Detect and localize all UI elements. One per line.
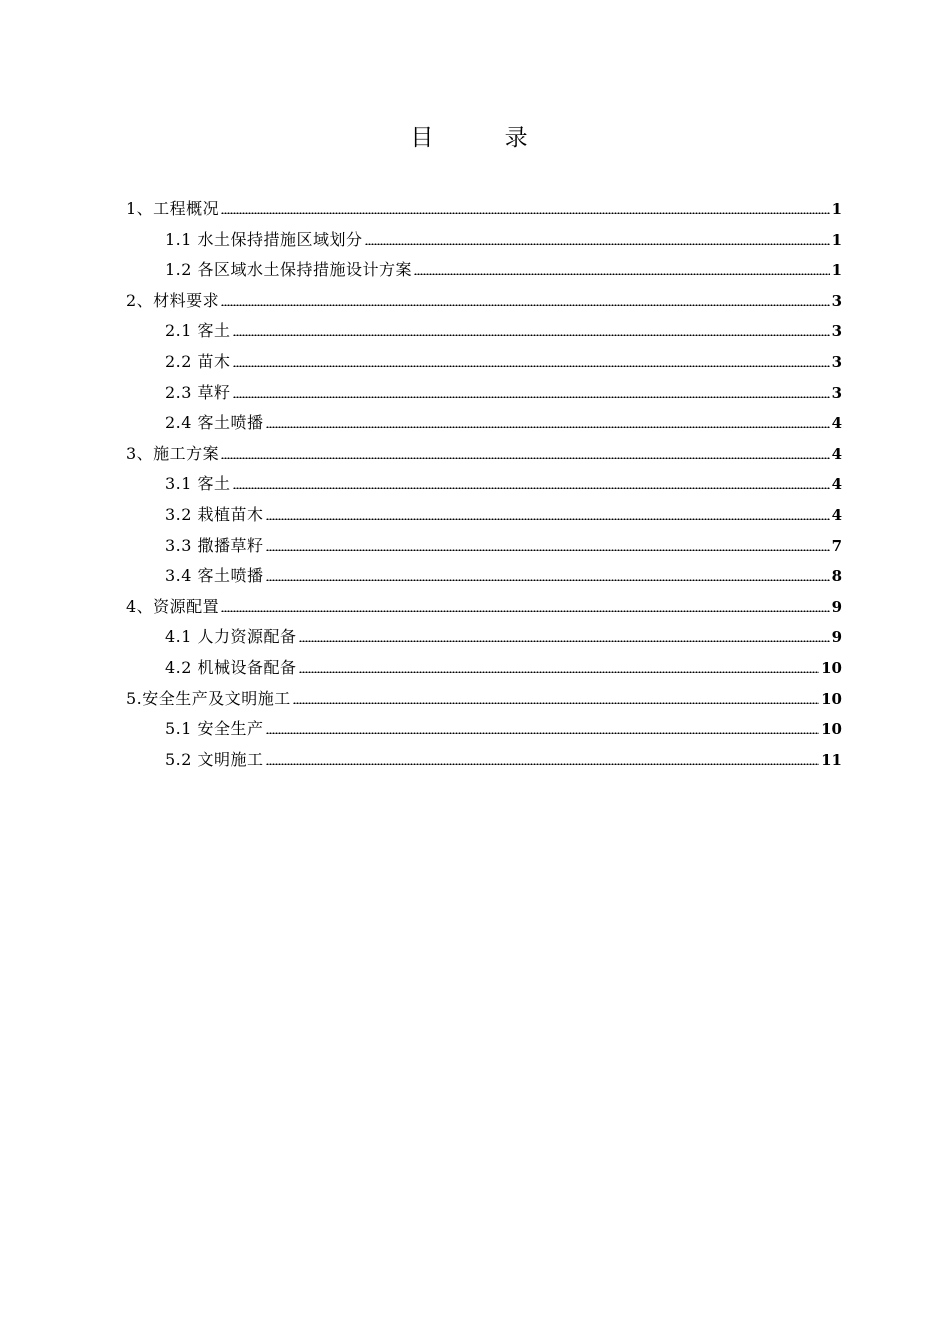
toc-page-number: 3	[831, 322, 842, 341]
toc-entry-text: 2.3 草籽	[165, 382, 231, 402]
toc-entry[interactable]	[126, 684, 842, 715]
toc-dot-leader	[221, 449, 829, 459]
toc-dot-leader	[293, 694, 819, 704]
toc-entry[interactable]	[126, 316, 842, 347]
toc-page-number: 8	[831, 567, 842, 586]
toc-entry[interactable]	[126, 439, 842, 470]
toc-entry[interactable]	[126, 745, 842, 776]
toc-page-number: 10	[821, 658, 842, 677]
toc-entry[interactable]	[126, 255, 842, 286]
toc-entry-text: 5.安全生产及文明施工	[126, 688, 291, 708]
toc-entry-text: 4.1 人力资源配备	[165, 627, 297, 647]
toc-entry-text: 2.1 客土	[165, 321, 231, 341]
toc-dot-leader	[233, 479, 830, 489]
toc-entry-text: 1、工程概况	[126, 199, 220, 218]
toc-entry[interactable]	[126, 225, 842, 256]
toc-entry-text: 5.2 文明施工	[165, 749, 264, 769]
toc-entry-text: 3.3 撒播草籽	[165, 535, 264, 555]
toc-page-number: 4	[831, 475, 842, 494]
toc-page-number: 10	[821, 689, 842, 708]
toc-entry-text: 4、资源配置	[126, 596, 220, 616]
toc-list	[126, 194, 842, 775]
toc-entry[interactable]	[126, 194, 842, 225]
toc-dot-leader	[233, 388, 830, 398]
toc-page-number: 4	[831, 444, 842, 463]
toc-entry[interactable]	[126, 408, 842, 439]
toc-entry[interactable]	[126, 500, 842, 531]
toc-entry-text: 1.1 水土保持措施区域划分	[165, 229, 363, 249]
toc-entry-text: 4.2 机械设备配备	[165, 657, 297, 677]
toc-dot-leader	[221, 296, 829, 306]
toc-dot-leader	[266, 510, 830, 520]
toc-entry[interactable]	[126, 561, 842, 592]
toc-dot-leader	[266, 541, 830, 551]
toc-page-number: 9	[831, 628, 842, 647]
toc-page-number: 11	[821, 750, 842, 769]
toc-entry-text: 3、施工方案	[126, 443, 220, 463]
toc-page-number: 3	[831, 383, 842, 402]
toc-dot-leader	[221, 204, 829, 214]
toc-entry-text: 5.1 安全生产	[165, 719, 264, 739]
toc-page-number: 3	[831, 352, 842, 371]
toc-page-number: 10	[821, 720, 842, 739]
toc-dot-leader	[414, 265, 830, 275]
toc-dot-leader	[266, 418, 830, 428]
toc-entry[interactable]	[126, 286, 842, 317]
toc-title: 目 录	[410, 125, 560, 151]
toc-entry-text: 2.2 苗木	[165, 351, 231, 371]
toc-dot-leader	[299, 632, 830, 642]
toc-entry[interactable]	[126, 378, 842, 409]
toc-dot-leader	[221, 602, 829, 612]
toc-page-number: 9	[831, 597, 842, 616]
toc-entry-text: 2.4 客土喷播	[165, 413, 264, 433]
toc-page-number: 4	[831, 414, 842, 433]
toc-page-number: 1	[831, 200, 842, 218]
toc-dot-leader	[266, 755, 820, 765]
toc-entry[interactable]	[126, 592, 842, 623]
toc-entry-text: 3.2 栽植苗木	[165, 504, 264, 524]
toc-dot-leader	[233, 326, 830, 336]
toc-entry-text: 3.4 客土喷播	[165, 566, 264, 586]
toc-page-number: 4	[831, 505, 842, 524]
toc-page-number: 7	[831, 536, 842, 555]
toc-page-number: 3	[831, 291, 842, 310]
toc-entry-text: 2、材料要求	[126, 290, 220, 310]
toc-dot-leader	[266, 571, 830, 581]
toc-dot-leader	[365, 235, 830, 245]
toc-entry[interactable]	[126, 469, 842, 500]
toc-dot-leader	[266, 724, 820, 734]
toc-page-number: 1	[831, 230, 842, 249]
toc-page-number: 1	[831, 261, 842, 280]
toc-entry[interactable]	[126, 714, 842, 745]
toc-dot-leader	[299, 663, 820, 673]
toc-entry[interactable]	[126, 653, 842, 684]
toc-entry-text: 3.1 客土	[165, 474, 231, 494]
toc-entry[interactable]	[126, 347, 842, 378]
toc-entry[interactable]	[126, 531, 842, 562]
toc-entry[interactable]	[126, 622, 842, 653]
toc-dot-leader	[233, 357, 830, 367]
toc-entry-text: 1.2 各区域水土保持措施设计方案	[165, 260, 413, 280]
